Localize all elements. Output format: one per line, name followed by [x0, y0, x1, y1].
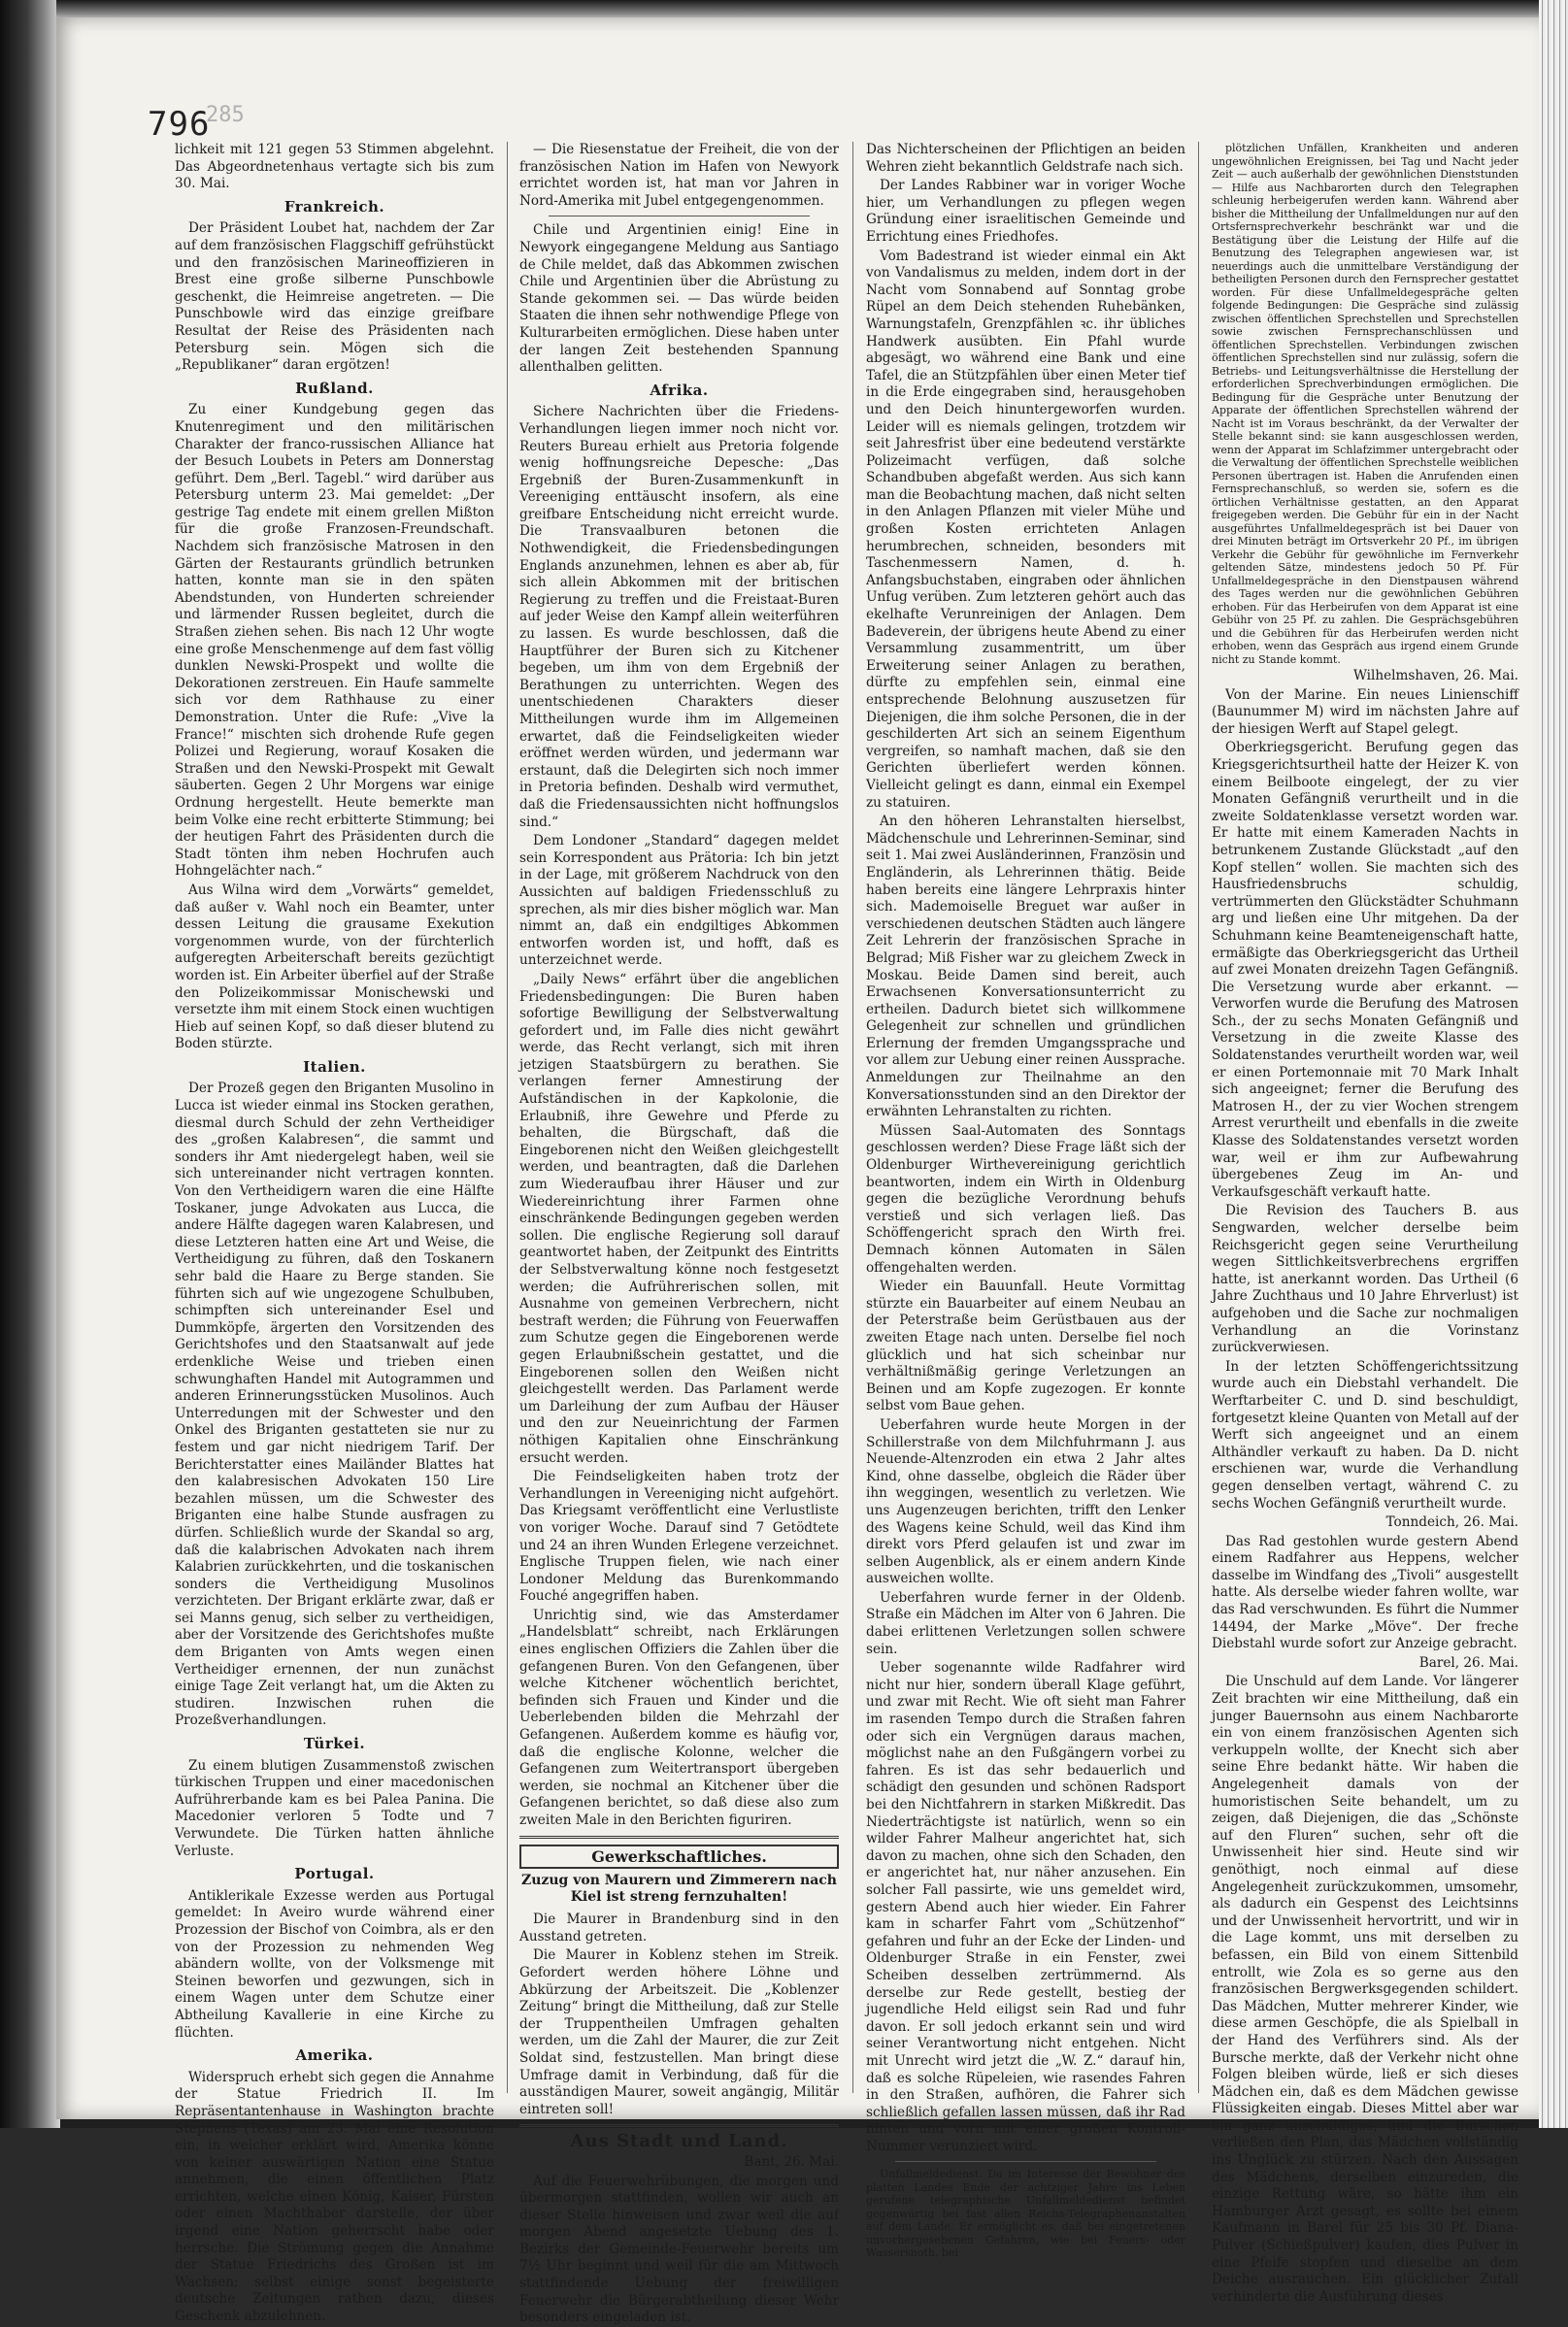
article-paragraph: Ueberfahren wurde ferner in der Oldenb. Straße ein Mädchen im Alter von 6 Jahren. Die dabei erlittenen Verletzungen sollen schwere sein.	[866, 1589, 1185, 1657]
article-paragraph: Dem Londoner „Standard“ dagegen meldet sein Korrespondent aus Prätoria: Ich bin jetzt in der Lage, mit größerem Nachdruck von den Aussichten auf baldigen Friedensschluß zu sprechen, als mir dies bisher möglich war. Man nimmt an, daß ein endgiltiges Abkommen entworfen worden ist, und hofft, daß es unterzeichnet werde.	[519, 833, 839, 969]
column-1	[167, 142, 502, 2325]
article-paragraph: Der Prozeß gegen den Briganten Musolino in Lucca ist wieder einmal ins Stocken gerathen, diesmal durch Schuld der zehn Vertheidiger des „großen Kalabresen“, die sammt und sonders ihr Amt niedergelegt haben, weil sie sich untereinander nicht vertragen konnten. Von den Vertheidigern waren die eine Hälfte Toskaner, junge Advokaten aus Lucca, die andere Hälfte dagegen waren Kalabresen, und diese Letzteren hatten eine Art und Weise, die Vertheidigung zu führen, daß den Toskanern sehr bald die Haare zu Berge standen. Sie führten sich auf wie ungezogene Schulbuben, schimpften sich untereinander Esel und Dummköpfe, ärgerten den Vorsitzenden des Gerichtshofes und den Staatsanwalt auf jede erdenkliche Weise und trieben einen schwunghaften Handel mit Autogrammen und anderen Erinnerungsstücken Musolinos. Auch Unterredungen mit der Schwester und den Onkel des Briganten gestatteten sie nur zu festem und gar nicht niedrigem Tarif. Der Berichterstatter eines Mailänder Blattes hat den kalabresischen Advokaten 150 Lire bezahlen müssen, um die Schwester des Briganten eine halbe Stunde ausfragen zu dürfen. Schließlich wurde der Skandal so arg, daß die kalabrischen Advokaten nach ihrem Kalabrien zurückkehrten, und die toskanischen sonders die Vertheidigung Musolinos verzichteten. Der Brigant erklärte zwar, daß er sei Manns genug, sich selber zu vertheidigen, aber der Vorsitzende des Gerichtshofes mußte dem Briganten von Amts wegen einen Vertheidiger ernennen, der nun zunächst einige Tage Zeit verlangt hat, um die Akten zu studiren. Inzwischen ruhen die Prozeßverhandlungen.	[175, 1080, 494, 1729]
article-paragraph: Müssen Saal-Automaten des Sonntags geschlossen werden? Diese Frage läßt sich der Oldenburger Wirthevereinigung gerichtlich beantworten, indem ein Wirth in Oldenburg gegen die bezügliche Verordnung behufs verstieß und sich verlagen ließ. Das Schöffengericht sprach den Wirth frei. Demnach können Automaten in Sälen offengehalten werden.	[866, 1122, 1185, 1276]
section-heading: Afrika.	[650, 381, 709, 399]
article-paragraph: Die Revision des Tauchers B. aus Sengwarden, welcher derselbe beim Reichsgericht gegen seine Verurtheilung wegen Sittlichkeitsverbrechens ergriffen hatte, ist anerkannt worden. Das Urtheil (6 Jahre Zuchthaus und 10 Jahre Ehrverlust) ist aufgehoben und die Sache zur nochmaligen Verhandlung an die Vorinstanz zurückverwiesen.	[1212, 1203, 1518, 1356]
article-paragraph: Ueberfahren wurde heute Morgen in der Schillerstraße von dem Milchfuhrmann J. aus Neuende-Altenzroden ein etwa 2 Jahr altes Kind, ohne dasselbe, obgleich die Räder über ihn weggingen, wesentlich zu verletzen. Wie uns Augenzeugen berichten, trifft den Lenker des Wagens keine Schuld, weil das Kind ihm direkt vors Pferd gelaufen ist und zwar im selben Augenblick, als er einem andern Kinde ausweichen wollte.	[866, 1416, 1185, 1587]
column-divider	[507, 142, 508, 2093]
sub-heading: Zuzug von Maurern und Zimmerern nach Kiel ist streng fernzuhalten!	[521, 1873, 837, 1906]
article-paragraph: Die Maurer in Koblenz stehen im Streik. Gefordert werden höhere Löhne und Abkürzung der Arbeitszeit. Die „Koblenzer Zeitung“ bringt die Mittheilung, daß zur Stelle der Truppentheilen Umfragen gehalten werden, um die Zahl der Maurer, die zur Zeit Soldat sind, festzustellen. Man bringt diese Umfrage damit in Verbindung, daß für die ausständigen Maurer, soweit angängig, Militär eintreten soll!	[519, 1947, 839, 2117]
section-heading: Türkei.	[303, 1735, 366, 1753]
dateline: Bant, 26. Mai.	[744, 2153, 839, 2170]
article-paragraph: Zu einem blutigen Zusammenstoß zwischen türkischen Truppen und einer macedonischen Aufrührerbande kam es bei Palea Panina. Die Macedonier verloren 5 Todte und 7 Verwundete. Die Türken hatten ähnliche Verluste.	[175, 1757, 494, 1859]
article-paragraph: lichkeit mit 121 gegen 53 Stimmen abgelehnt. Das Abgeordnetenhaus vertagte sich bis zum 30. Mai.	[175, 142, 494, 192]
article-paragraph: Wieder ein Bauunfall. Heute Vormittag stürzte ein Bauarbeiter auf einem Neubau an der Peterstraße beim Gerüstbauen aus der zweiten Etage nach unten. Derselbe fiel noch glücklich und hat sich scheinbar nur verhältnißmäßig geringe Verletzungen an Beinen und am Kopfe zugezogen. Er konnte selbst vom Baue gehen.	[866, 1279, 1185, 1414]
article-paragraph: Oberkriegsgericht. Berufung gegen das Kriegsgerichtsurtheil hatte der Heizer K. von einem Beilboote eingelegt, der zu vier Monaten Gefängniß verurtheilt und in die zweite Soldatenklasse versetzt worden war. Er hatte mit einem Kameraden Nachts in betrunkenem Zustande Glückstadt „auf den Kopf stellen“ wollen. Sie machten sich des Hausfriedensbruchs schuldig, vertrümmerten den Glückstädter Schuhmann arg und ließen eine Uhr mitgehen. Da der Schuhmann keine Beamteneigenschaft hatte, ermäßigte das Oberkriegsgericht das Urtheil auf zwei Monaten dreizehn Tagen Gefängniß. Die Versetzung wurde aber erkannt. — Verworfen wurde die Berufung des Matrosen Sch., der zu sechs Monaten Gefängniß und Versetzung in die zweite Klasse des Soldatenstandes verurtheilt worden war, weil er einen Portemonnaie mit 70 Mark Inhalt sich angeeignet; ferner die Berufung des Matrosen H., der zu vier Wochen strengem Arrest verurtheilt und ebenfalls in die zweite Klasse des Soldatenstandes versetzt worden war, weil er ihm zur Aufbewahrung übergebenes Zeug im An- und Verkaufsgeschäft verkauft hatte.	[1212, 740, 1518, 1200]
book-binding-gutter	[0, 0, 60, 2128]
article-paragraph: Chile und Argentinien einig! Eine in Newyork eingegangene Meldung aus Santiago de Chile meldet, daß das Abkommen zwischen Chile und Argentinien über die Abrüstung zu Stande gekommen sei. — Das würde beiden Staaten die ihnen sehr nothwendige Pflege von Kulturarbeiten ermöglichen. Diese haben unter der langen Zeit bestehenden Spannung allenthalben gelitten.	[519, 222, 839, 376]
article-paragraph: Antiklerikale Exzesse werden aus Portugal gemeldet: In Aveiro wurde während einer Prozession der Bischof von Coimbra, als er den von der Prozession zu nehmenden Weg abändern wollte, von der Volksmenge mit Steinen beworfen und gezwungen, sich in einem Wagen unter dem Schutze einer Abtheilung Kavallerie in eine Kirche zu flüchten.	[175, 1887, 494, 2041]
article-paragraph: Auf die Feuerwehrübungen, die morgen und übermorgen stattfinden, wollen wir auch an dieser Stelle hinweisen und zwar weil die auf morgen Abend angesetzte Uebung des 1. Bezirks der Gemeinde-Feuerwehr bereits um 7½ Uhr beginnt und weil für die am Mittwoch stattfindende Uebung der freiwilligen Feuerwehr die Bürgerabtheilung dieser Wehr besonders eingeladen ist.	[519, 2173, 839, 2326]
column-divider	[1198, 142, 1199, 2093]
double-rule	[519, 2124, 839, 2127]
article-paragraph: Aus Wilna wird dem „Vorwärts“ gemeldet, daß außer v. Wahl noch ein Beamter, unter dessen Leitung die grausame Exekution vorgenommen wurde, von der fürchterlich aufgeregten Arbeiterschaft bereits gezüchtigt worden ist. Ein Arbeiter überfiel auf der Straße den Polizeikommissar Monischewski und versetzte ihm mit einem Stock einen wuchtigen Hieb auf seinen Kopf, so daß dieser blutend zu Boden stürzte.	[175, 881, 494, 1052]
boxed-section-heading: Gewerkschaftliches.	[519, 1845, 839, 1870]
article-paragraph: An den höheren Lehranstalten hierselbst, Mädchenschule und Lehrerinnen-Seminar, sind seit 1. Mai zwei Ausländerinnen, Französin und Engländerin, als Lehrerinnen thätig. Beide haben bereits eine längere Lehrpraxis hinter sich. Mademoiselle Breguet war außer in verschiedenen deutschen Städten auch längere Zeit Lehrerin der französischen Sprache in Belgrad; Miß Fisher war zu gleichem Zweck in Moskau. Beide Damen sind bereit, auch Erwachsenen Konversationsunterricht zu ertheilen. Dadurch bietet sich willkommene Gelegenheit zur schnellen und gründlichen Erlernung der fremden Umgangssprache und vor allem zur Uebung einer reinen Aussprache. Anmeldungen zur Theilnahme an den Konversationsstunden sind an den Direktor der erwähnten Lehranstalten zu richten.	[866, 814, 1185, 1120]
article-paragraph: Von der Marine. Ein neues Linienschiff (Baunummer M) wird im nächsten Jahre auf der hiesigen Werft auf Stapel gelegt.	[1212, 686, 1518, 737]
article-paragraph: Das Rad gestohlen wurde gestern Abend einem Radfahrer aus Heppens, welcher dasselbe im Windfang des „Tivoli“ ausgestellt hatte. Als derselbe wieder fahren wollte, war das Rad verschwunden. Es führt die Nummer 14494, der Marke „Möve“. Der freche Diebstahl wurde sofort zur Anzeige gebracht.	[1212, 1533, 1518, 1652]
article-paragraph: Die Unschuld auf dem Lande. Vor längerer Zeit brachten wir eine Mittheilung, daß ein junger Bauernsohn aus einem Nachbarorte ein von einem französischen Agenten sich verkuppeln wollte, der Knecht sich aber seine Ehre bedankt hätte. Wir haben die Angelegenheit damals von der humoristischen Seite behandelt, um zu zeigen, daß Diejenigen, die das „Schönste auf den Fluren“ suchen, sehr oft die Unwissenheit hier sind. Heute sind wir genöthigt, noch einmal auf diese Angelegenheit zurückzukommen, umsomehr, als dadurch ein Gespenst des Leichtsinns und der Unwissenheit hervortritt, und wir in die Lage kommt, uns mit derselben zu befassen, ein Bild von einem Sittenbild entrollt, wie Zola es so gerne aus den französischen Bergwerksgegenden schildert. Das Mädchen, Mutter mehrerer Kinder, wie diese armen Geschöpfe, die als Spielball in der Hand des Verführers sind. Als der Bursche merkte, daß der Verkehr nicht ohne Folgen bleiben würde, ließ er sich dieses Mädchen ein, daß es dem Mädchen gewisse Flüssigkeiten eingab. Dieses Mittel aber war ein ganz unschuldiges, und die Burschen verließen den Plan, das Mädchen vollständig ins Unglück zu stürzen. Nach den Aussagen des Mädchens, derselben einzureden, die einzige Rettung wäre, so hätte ihm ein Hamburger Arzt gesagt, es sollte bei einem Kaufmann in Barel für 25 bis 30 Pf. Diana-Pulver (Schießpulver) kaufen, dies Pulver in eine Pfeife stopfen und dieselbe an dem Deiche ausrauchen. Ein glücklicher Zufall verhinderte die Ausführung dieses	[1212, 1674, 1518, 2305]
dateline: Tonndeich, 26. Mai.	[1385, 1514, 1518, 1531]
page-number-stamp: 285	[206, 103, 245, 127]
article-paragraph: Unrichtig sind, wie das Amsterdamer „Handelsblatt“ schreibt, nach Erklärungen eines englischen Offiziers die Zahlen über die gefangenen Buren. Von den Gefangenen, über welche Kitchener wöchentlich berichtet, befinden sich Frauen und Kinder und die Ueberlebenden bilden die Mehrzahl der Gefangenen. Außerdem komme es häufig vor, daß die englische Kolonne, welcher die Gefangenen zum Weitertransport übergeben werden, sie nochmal an Kitchener über die Gefangenen berichtet, so daß diese also zum zweiten Male in den Berichten figuriren.	[519, 1607, 839, 1828]
article-paragraph: Ueber sogenannte wilde Radfahrer wird nicht nur hier, sondern überall Klage geführt, und zwar mit Recht. Wie oft sieht man Fahrer im rasenden Tempo durch die Straßen fahren oder sich ein Vergnügen daraus machen, möglichst nahe an den Fußgängern vorbei zu fahren. Es ist das sehr bedauerlich und schädigt den gesunden und schönen Radsport bei den Nichtfahrern in starken Mißkredit. Das Niederträchtigste ist natürlich, wenn so ein wilder Fahrer Malheur angerichtet hat, sich davon zu machen, ohne sich den Schaden, den er angerichtet hat, nur näher anzusehen. Ein solcher Fall passirte, wie uns gemeldet wird, gestern Abend auch hier wieder. Ein Fahrer kam in scharfer Fahrt vom „Schützenhof“ gefahren und fuhr an der Ecke der Linden- und Oldenburger Straße in ein Fenster, zwei Scheiben desselben zertrümmernd. Als derselbe zur Rede gestellt, bestieg der jugendliche Held eiligst sein Rad und fuhr davon. Er soll jedoch erkannt sein und wird seiner Verantwortung nicht entgehen. Nicht mit Unrecht wird jetzt die „W. Z.“ darauf hin, daß es solche Rüpeleien, wie rasendes Fahren in den Straßen, aufhören, die Fahrer sich schließlich gefallen lassen müssen, daß ihr Rad hinten und vorn mit einer großen Kontroll-Nummer verunziert wird.	[866, 1660, 1185, 2154]
article-paragraph: Sichere Nachrichten über die Friedens-Verhandlungen liegen immer noch nicht vor. Reuters Bureau erhielt aus Pretoria folgende wenig hoffnungsreiche Depesche: „Das Ergebniß der Buren-Zusammenkunft in Vereeniging enttäuscht insofern, als eine greifbare Entscheidung nicht erreicht wurde. Die Transvaalburen betonen die Nothwendigkeit, die Friedensbedingungen Englands anzunehmen, lehnen es aber ab, für sich allein Abkommen mit der britischen Regierung zu treffen und die Freistaat-Buren auf jeder Weise den Kampf allein weiterführen zu lassen. Es wurde beschlossen, daß die Hauptführer der Buren sich zu Kitchener begeben, um ihm von dem Ergebniß der Berathungen zu unterrichten. Wegen des unentschiedenen Charakters dieser Mittheilungen wurde ihm im Allgemeinen erwartet, daß die Feindseligkeiten wieder eröffnet werden würden, und jedermann war erstaunt, daß die Delegirten sich noch immer in Pretoria befinden. Deshalb wird vermuthet, daß die Friedensaussichten nicht hoffnungslos sind.“	[519, 404, 839, 830]
column-divider	[852, 142, 853, 2093]
page-stack-edge	[1539, 0, 1568, 2128]
separator-rule	[895, 2161, 1156, 2162]
section-heading: Portugal.	[294, 1865, 375, 1883]
small-print-paragraph: Unfallmeldedienst. Da im Interesse der Bewohner des platten Landes Ende der achtziger Jahre ins Leben gerufene telegraphische Unfallmeldedienst befindet gegenwärtig bei fast allen Reichs-Telegraphenanstalten auf dem Lande. Er ermöglicht es, daß bei eingetretenen unvorhergesehenen Gefahren, wie bei Feuers- oder Wassersnoth, bei	[866, 2168, 1185, 2260]
small-print-paragraph: plötzlichen Unfällen, Krankheiten und anderen ungewöhnlichen Ereignissen, bei Tag und Nacht jeder Zeit — auch außerhalb der gewöhnlichen Dienststunden — Hilfe aus Nachbarorten durch den Telegraphen schleunig herbeigerufen werden kann. Während aber bisher die Mittheilung der Unfallmeldungen nur auf den Ortsfernsprechverkehr beschränkt war und die Bestätigung über die Leistung der Hilfe auf die Benutzung des Telegraphen angewiesen war, ist neuerdings auch die unmittelbare Verständigung der betheiligten Personen durch den Fernsprecher gestattet worden. Für diese Unfallmeldegespräche gelten folgende Bedingungen: Die Gespräche sind zulässig zwischen öffentlichen Sprechstellen und Sprechstellen sowie zwischen Fernsprechanschlüssen und öffentlichen Sprechstellen. Verbindungen zwischen öffentlichen Sprechstellen sind nur zulässig, sofern die Betriebs- und Leitungsverhältnisse die Herstellung der erforderlichen Sprechverbindungen ermöglichen. Die Bedingung für die Gespräche unter Benutzung der Apparate der öffentlichen Sprechstellen während der Nacht ist im Voraus beschränkt, da der Verwalter der Stelle bekannt sind: sie kann ausgeschlossen werden, wenn der Apparat im Schlafzimmer untergebracht oder die Verwaltung der öffentlichen Sprechstelle weiblichen Personen übertragen ist. Haben die Anrufenden einen Fernsprechanschluß, so werden sie, sofern es die örtlichen Verhältnisse gestatten, an den Apparat freigegeben werden. Die Gebühr für ein in der Nacht ausgeführtes Unfallmeldegespräch ist bei Dauer von drei Minuten beträgt im Ortsverkehr 20 Pf., im übrigen Verkehr die Gebühr für gewöhnliche im Fernverkehr geltenden Sätze, mindestens jedoch 50 Pf. Für Unfallmeldegespräche in den Dienstpausen während des Tages werden nur die gewöhnlichen Gebühren erhoben. Für das Herbeirufen von dem Apparat ist eine Gebühr von 25 Pf. zu zahlen. Die Gesprächsgebühren und die Gebühren für das Herbeirufen werden nicht erhoben, wenn das Gespräch aus irgend einem Grunde nicht zu Stande kommt.	[1212, 142, 1518, 666]
local-news-heading: Aus Stadt und Land.	[570, 2131, 788, 2152]
section-heading: Amerika.	[295, 2046, 374, 2065]
article-paragraph: „Daily News“ erfährt über die angeblichen Friedensbedingungen: Die Buren haben sofortige Bewilligung der Selbstverwaltung gefordert und, im Falle dies nicht gewährt werde, das Recht verlangt, sich mit ihren jetzigen Staatsbürgern zu berathen. Sie verlangen ferner Amnestirung der Aufständischen in der Kapkolonie, die Erlaubniß, ihre Gewehre und Pferde zu behalten, die Bürgschaft, daß die Eingeborenen nicht den Weißen gleichgestellt werden, und beantragten, daß die Darlehen zum Wiederaufbau ihrer Häuser und zur Wiedereinrichtung ihrer Farmen ohne einschränkende Bedingungen gegeben werden sollen. Die englische Regierung soll darauf geantwortet haben, der Zeitpunkt des Eintritts der Selbstverwaltung könne noch festgesetzt werden; die Aufrührerischen sollen, mit Ausnahme von gemeinen Verbrechern, nicht bestraft werden; die Führung von Feuerwaffen zum Schutze gegen die Eingeborenen werde gegen Erlaubnißschein gestattet, und die Eingeborenen sollen den Weißen nicht gleichgestellt werden. Das Parlament werde um Darleihung der zum Aufbau der Häuser und den zur Neueinrichtung der Farmen nöthigen Kapitalien ohne Einschränkung ersucht werden.	[519, 971, 839, 1466]
article-paragraph: Die Maurer in Brandenburg sind in den Ausstand getreten.	[519, 1911, 839, 1945]
column-4	[1204, 142, 1526, 2305]
article-paragraph: Der Präsident Loubet hat, nachdem der Zar auf dem französischen Flaggschiff gefrühstückt und den französischen Marineoffizieren in Brest eine große silberne Punschbowle geschenkt, die Heimreise angetreten. — Die Punschbowle wird das einzige greifbare Resultat der Reise des Präsidenten nach Petersburg sein. Mögen sich die „Republikaner“ daran ergötzen!	[175, 220, 494, 374]
column-3	[858, 142, 1193, 2260]
dateline: Wilhelmshaven, 26. Mai.	[1352, 668, 1518, 683]
dateline: Barel, 26. Mai.	[1418, 1654, 1518, 1671]
article-paragraph: Die Feindseligkeiten haben trotz der Verhandlungen in Vereeniging nicht aufgehört. Das Kriegsamt veröffentlicht eine Verlustliste von voriger Woche. Darauf sind 7 Getödtete und 24 an ihren Wunden Erlegene verzeichnet. Englische Truppen fielen, wie nach einer Londoner Meldung das Burenkommando Fouché angegriffen haben.	[519, 1469, 839, 1605]
column-2	[512, 142, 847, 2326]
section-heading: Rußland.	[295, 379, 374, 397]
article-paragraph: In der letzten Schöffengerichtssitzung wurde auch ein Diebstahl verhandelt. Die Werftarbeiter C. und D. sind beschuldigt, fortgesetzt kleine Quanten von Metall auf der Werft sich angeeignet und an einem Althändler verkauft zu haben. Da D. nicht erschienen war, wurde die Verhandlung gegen denselben vertagt, während C. zu sechs Wochen Gefängniß verurtheilt wurde.	[1212, 1358, 1518, 1512]
article-paragraph: Vom Badestrand ist wieder einmal ein Akt von Vandalismus zu melden, indem dort in der Nacht vom Sonnabend auf Sonntag grobe Rüpel an dem Deich stehenden Ruhebänken, Warnungstafeln, Grenzpfählen ꝛc. ihr übliches Handwerk ausübten. Ein Pfahl wurde abgesägt, wo während eine Bank und eine Tafel, die an Stützpfählen über einen Meter tief in die Erde eingegraben sind, herausgehoben und den Deich hinuntergeworfen wurden. Leider will es niemals gelingen, trotzdem wir seit Jahresfrist über eine bedeutend verstärkte Polizeimacht verfügen, daß solche Schandbuben abgefaßt werden. Aus sich kann man die Beobachtung machen, daß nicht selten in den Anlagen Pflanzen mit vieler Mühe und großen Kosten errichteten Anlagen herumbrechen, schneiden, besonders mit Taschenmessern Namen, d. h. Anfangsbuchstaben, eingraben oder ähnlichen Unfug verüben. Zum letzteren gehört auch das ekelhafte Verunreinigen der Anlagen. Dem Badeverein, der übrigens heute Abend zu einer Versammlung zusammentritt, um über Erweiterung seiner Anlagen zu berathen, dürfte zu empfehlen sein, einmal eine entsprechende Belohnung auszusetzen für Diejenigen, die ihm solche Personen, die in der geschilderten Art sich an seinem Eigenthum vergreifen, so namhaft machen, daß sie den Gerichten überliefert werden können. Vielleicht gelingt es dann, einmal ein Exempel zu statuiren.	[866, 248, 1185, 811]
article-paragraph: Der Landes Rabbiner war in voriger Woche hier, um Verhandlungen zu pflegen wegen Gründung einer israelitischen Gemeinde und Errichtung eines Friedhofes.	[866, 178, 1185, 245]
section-heading: Frankreich.	[284, 197, 385, 216]
article-paragraph: Widerspruch erhebt sich gegen die Annahme der Statue Friedrich II. Im Repräsentantenhause in Washington brachte Stephens (Texas) am 23. Mai eine Resolution ein, in welcher erklärt wird, Amerika könne von keiner auswärtigen Nation eine Statue annehmen, die einen öffentlichen Platz errichten, welche einen König, Kaiser, Fürsten oder einen Machthaber darstelle, der über irgend eine Nation geherrscht habe oder herrsche. Die Strömung gegen die Annahme der Statue Friedrichs des Großen ist im Wachsen; selbst einige sonst begeisterte deutsche Zeitungen rathen dazu, dieses Geschenk abzulehnen.	[175, 2069, 494, 2325]
article-paragraph: Das Nichterscheinen der Pflichtigen an beiden Wehren zieht bekanntlich Geldstrafe nach sich.	[866, 142, 1185, 175]
article-paragraph: — Die Riesenstatue der Freiheit, die von der französischen Nation im Hafen von Newyork errichtet worden ist, hat man vor Jahren in Nord-Amerika mit Jubel entgegengenommen.	[519, 142, 839, 209]
article-paragraph: Zu einer Kundgebung gegen das Knutenregiment und den militärischen Charakter der franco-russischen Alliance hat der Besuch Loubets in Peters am Donnerstag geführt. Dem „Berl. Tagebl.“ wird darüber aus Petersburg unterm 23. Mai gemeldet: „Der gestrige Tag endete mit einem grellen Mißton für die große Franzosen-Freundschaft. Nachdem sich französische Matrosen in den Gärten der Restaurants gründlich betrunken hatten, konnte man sie in den späten Abendstunden, von Hunderten schreiender und lärmender Russen begleitet, durch die Straßen ziehen sehen. Bis nach 12 Uhr wogte eine große Menschenmenge auf dem fast völlig dunklen Newski-Prospekt und wollte die Dekorationen zerstreuen. Ein Haufe sammelte sich vor dem Rathhause zu einer Demonstration. Unter die Rufe: „Vive la France!“ mischten sich drohende Rufe gegen Polizei und Regierung, worauf Kosaken die Straßen und den Newski-Prospekt mit Gewalt säuberten. Gegen 2 Uhr Morgens war einige Ordnung hergestellt. Heute bemerkte man beim Volke eine recht erbitterte Stimmung; bei der heutigen Fahrt des Präsidenten durch die Stadt tönten ihm neben Hochrufen auch Hohngelächter nach.“	[175, 402, 494, 880]
page-number: 796	[148, 105, 211, 144]
double-rule	[519, 1836, 839, 1839]
newspaper-columns	[167, 142, 1526, 2326]
section-heading: Italien.	[303, 1057, 366, 1076]
